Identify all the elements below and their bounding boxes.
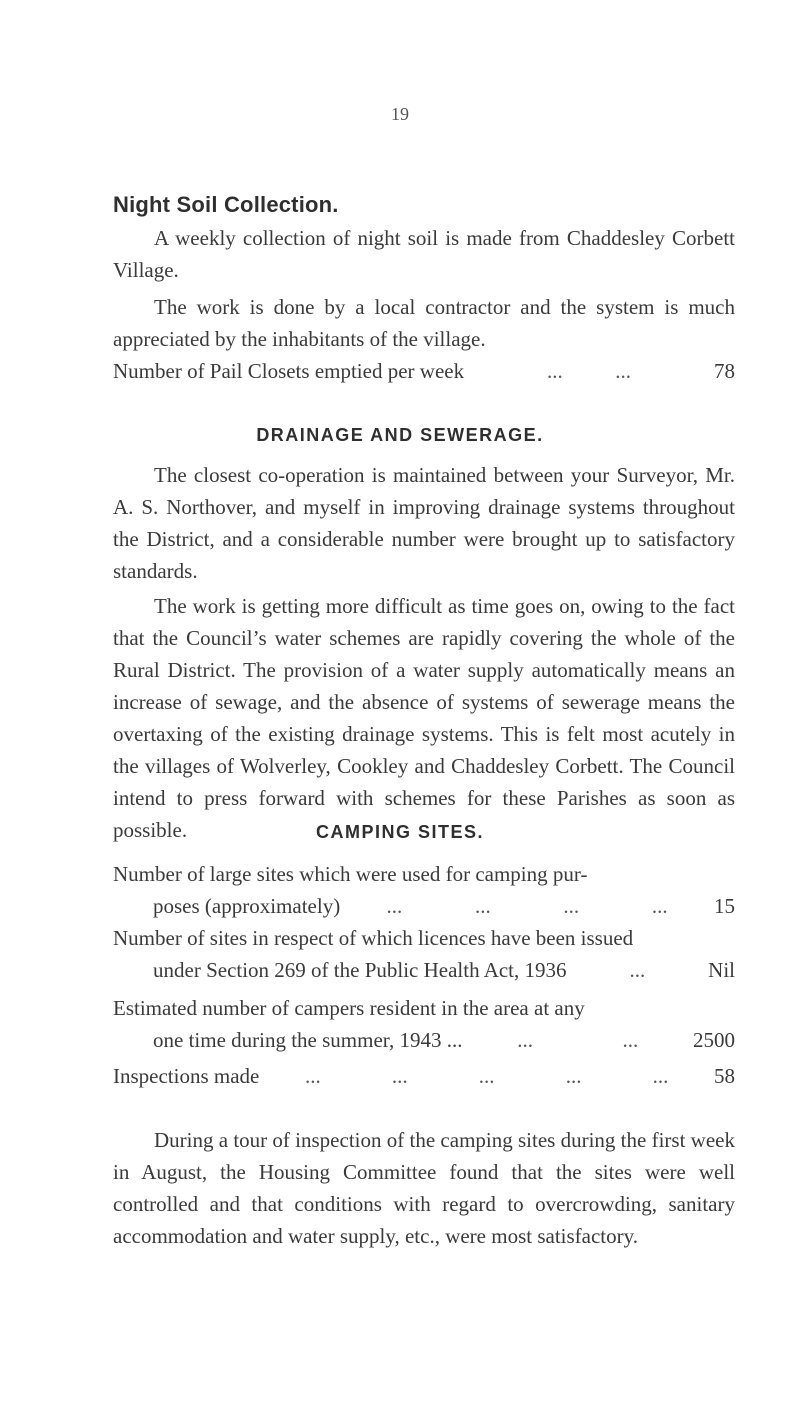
item-text-continued: poses (approximately) bbox=[153, 894, 341, 918]
camping-item-inspections bbox=[113, 1060, 735, 1092]
dot-leader: ... ... ... ... ... bbox=[304, 1064, 669, 1088]
large-sites-value: 15 bbox=[714, 894, 735, 918]
dot-leader: ... ... ... ... bbox=[386, 894, 668, 918]
drainage-paragraph-2: The work is getting more difficult as time goes on, owing to the fact that the Council’s water schemes are rapidly covering the whole of the Rural District. The provision of a water supply automatically means an increase of sewage, and the absence of systems of sewerage means the overtaxing of the existing drainage systems. This is felt most acutely in the villages of Wolverley, Cookley and Chaddesley Corbett. The Council intend to press forward with schemes for these Parishes as soon as possible. bbox=[113, 594, 735, 842]
drainage-heading: DRAINAGE AND SEWERAGE. bbox=[256, 425, 544, 445]
camping-paragraph: During a tour of inspection of the camping sites during the first week in August, the Housing Committee found that the sites were well controlled and that conditions with regard to overcrowding, sanitary accommodation and water supply, etc., were most satisfactory. bbox=[113, 1128, 735, 1248]
camping-heading: CAMPING SITES. bbox=[315, 822, 484, 842]
campers-value: 2500 bbox=[693, 1028, 735, 1052]
pail-closets-label: Number of Pail Closets emptied per week bbox=[113, 359, 465, 383]
item-text-continued: one time during the summer, 1943 ... bbox=[153, 1028, 463, 1052]
dot-leader: ... ... bbox=[517, 1028, 639, 1052]
night-soil-paragraph-1: A weekly collection of night soil is made from Chaddesley Corbett Village. bbox=[113, 226, 735, 282]
inspections-value: 58 bbox=[714, 1064, 735, 1088]
drainage-paragraph-1: The closest co-operation is maintained between your Surveyor, Mr. A. S. Northover, and myself in improving drainage systems throughout the District, and a considerable number were brought up to satisfactory standards. bbox=[113, 463, 735, 583]
pail-closets-value: 78 bbox=[714, 359, 735, 383]
camping-item-campers bbox=[113, 992, 735, 1056]
item-text: Estimated number of campers resident in the area at any bbox=[113, 996, 585, 1020]
item-text: Number of large sites which were used for camping pur- bbox=[113, 862, 588, 886]
night-soil-paragraph-2: The work is done by a local contractor and the system is much appreciated by the inhabitants of the village. bbox=[113, 295, 735, 351]
dot-leader: ... ... bbox=[547, 359, 632, 383]
page-number: 19 bbox=[391, 104, 409, 124]
dot-leader: ... bbox=[629, 958, 646, 982]
item-text: Number of sites in respect of which licences have been issued bbox=[113, 926, 634, 950]
pail-closets-row bbox=[113, 355, 735, 387]
camping-item-large-sites bbox=[113, 858, 735, 922]
camping-item-licences bbox=[113, 922, 735, 986]
night-soil-heading: Night Soil Collection. bbox=[113, 192, 339, 217]
item-text: Inspections made bbox=[113, 1064, 260, 1088]
licences-value: Nil bbox=[708, 958, 735, 982]
item-text-continued: under Section 269 of the Public Health Act, 1936 bbox=[153, 958, 567, 982]
